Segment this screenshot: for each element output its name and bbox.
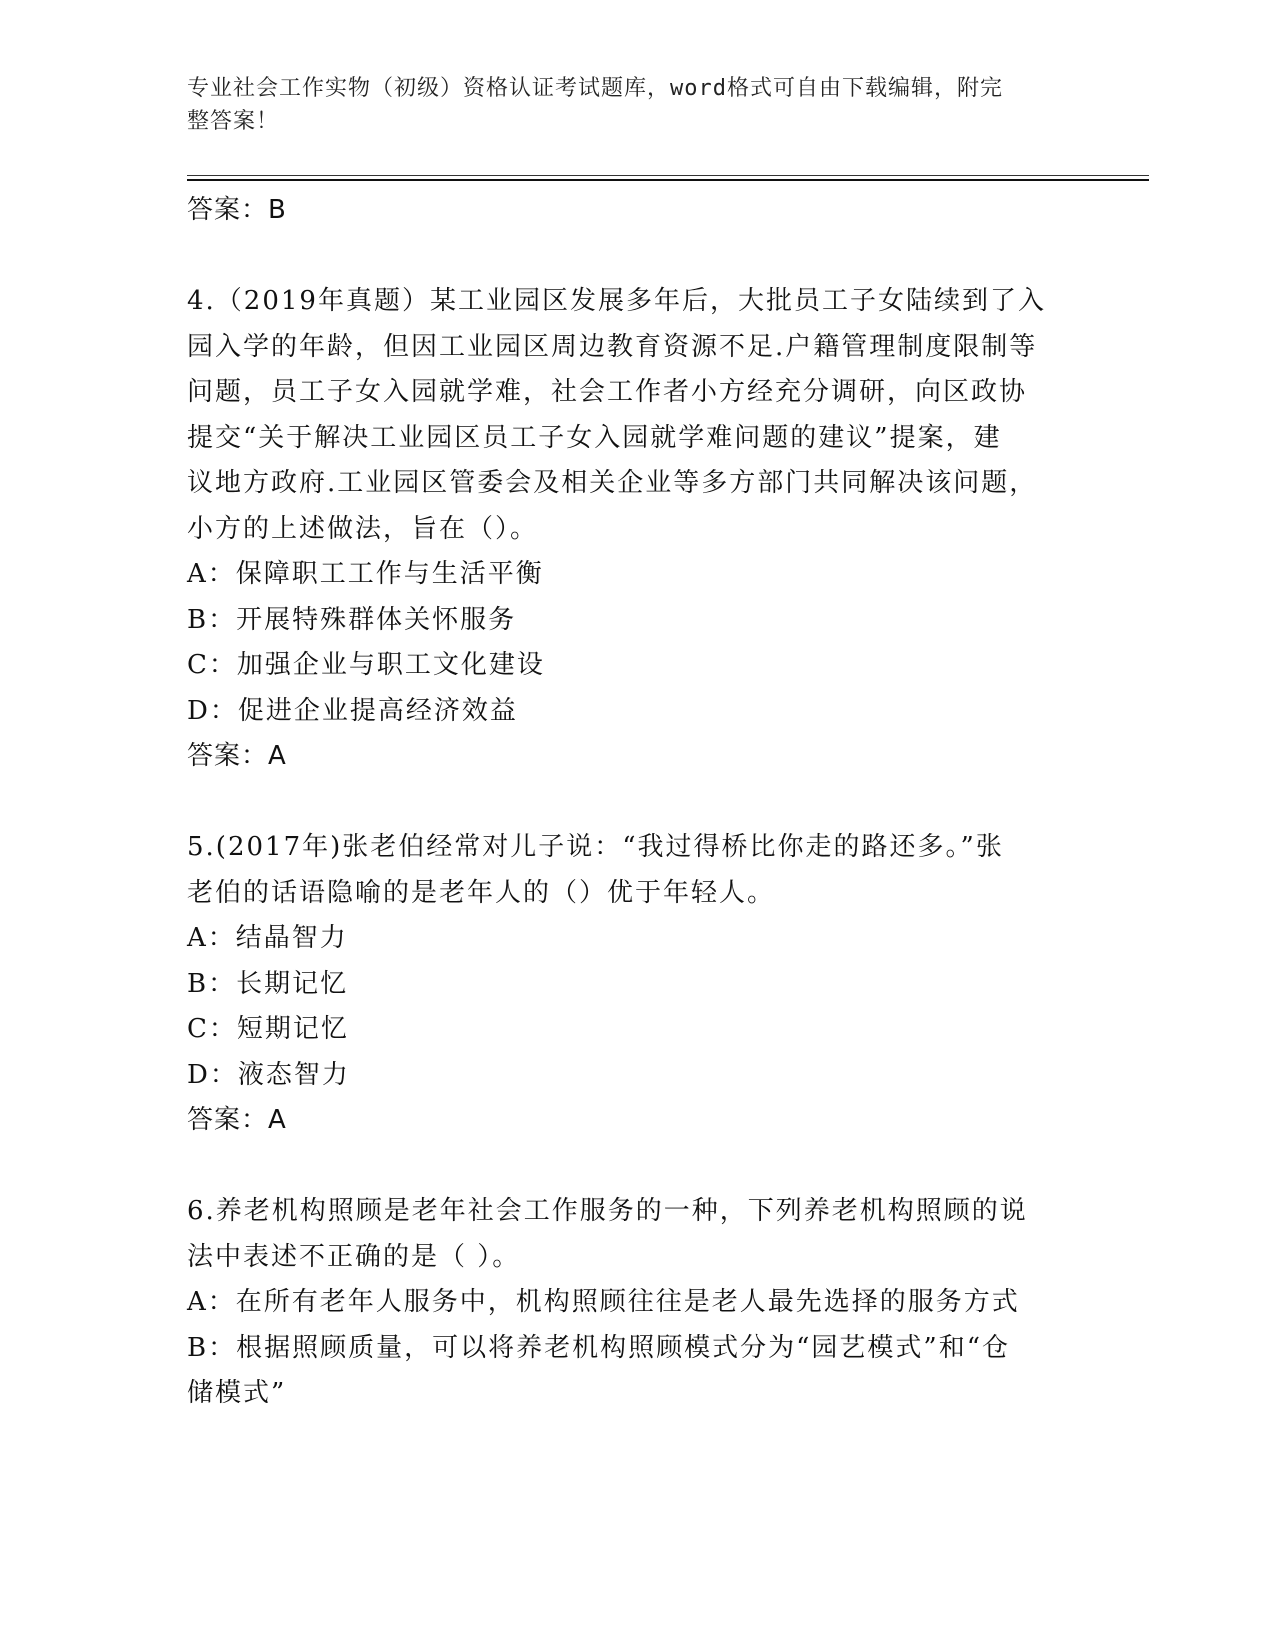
option-d: D：促进企业提高经济效益 [187,695,518,726]
option-b: B：根据照顾质量，可以将养老机构照顾模式分为“园艺模式”和“仓 [187,1332,1010,1363]
question-4 [187,279,1067,780]
answer-line: 答案：B [187,195,287,225]
header-divider-thin [187,175,1149,176]
question-stem-line: 提交“关于解决工业园区员工子女入园就学难问题的建议”提案，建 [187,422,1002,453]
spacer [187,1144,1067,1190]
header-divider-thick [187,179,1149,181]
question-stem-line: 老伯的话语隐喻的是老年人的（）优于年轻人。 [187,877,776,908]
option-d: D：液态智力 [187,1059,350,1090]
header-line-1: 专业社会工作实物（初级）资格认证考试题库，word格式可自由下载编辑，附完 [187,76,1003,101]
question-6 [187,1189,1067,1417]
question-stem-line: 小方的上述做法，旨在（）。 [187,513,539,544]
answer-line: 答案：A [187,741,287,771]
question-stem-line: 法中表述不正确的是（ ）。 [187,1241,521,1272]
option-b: B：长期记忆 [187,968,349,999]
option-a: A：在所有老年人服务中，机构照顾往往是老人最先选择的服务方式 [187,1287,1020,1317]
option-a: A：保障职工工作与生活平衡 [187,559,544,589]
option-b-continued: 储模式” [187,1378,287,1408]
option-b: B：开展特殊群体关怀服务 [187,604,517,635]
question-5 [187,825,1067,1144]
question-stem-line: 5.(2017年)张老伯经常对儿子说：“我过得桥比你走的路还多。”张 [187,832,1004,862]
option-c: C：短期记忆 [187,1014,349,1044]
document-body [187,188,1067,1417]
question-stem-line: 6.养老机构照顾是老年社会工作服务的一种，下列养老机构照顾的说 [187,1196,1028,1226]
option-a: A：结晶智力 [187,923,348,953]
question-stem-line: 问题，员工子女入园就学难，社会工作者小方经充分调研，向区政协 [187,377,1028,407]
page-header [187,72,1067,138]
option-c: C：加强企业与职工文化建设 [187,650,545,680]
question-stem-line: 园入学的年龄，但因工业园区周边教育资源不足.户籍管理制度限制等 [187,331,1038,362]
question-stem-line: 4.（2019年真题）某工业园区发展多年后，大批员工子女陆续到了入 [187,286,1046,316]
spacer [187,234,1067,280]
header-line-2: 整答案！ [187,109,280,134]
answer-line: 答案：A [187,1105,287,1135]
spacer [187,780,1067,826]
question-stem-line: 议地方政府.工业园区管委会及相关企业等多方部门共同解决该问题， [187,468,1038,498]
